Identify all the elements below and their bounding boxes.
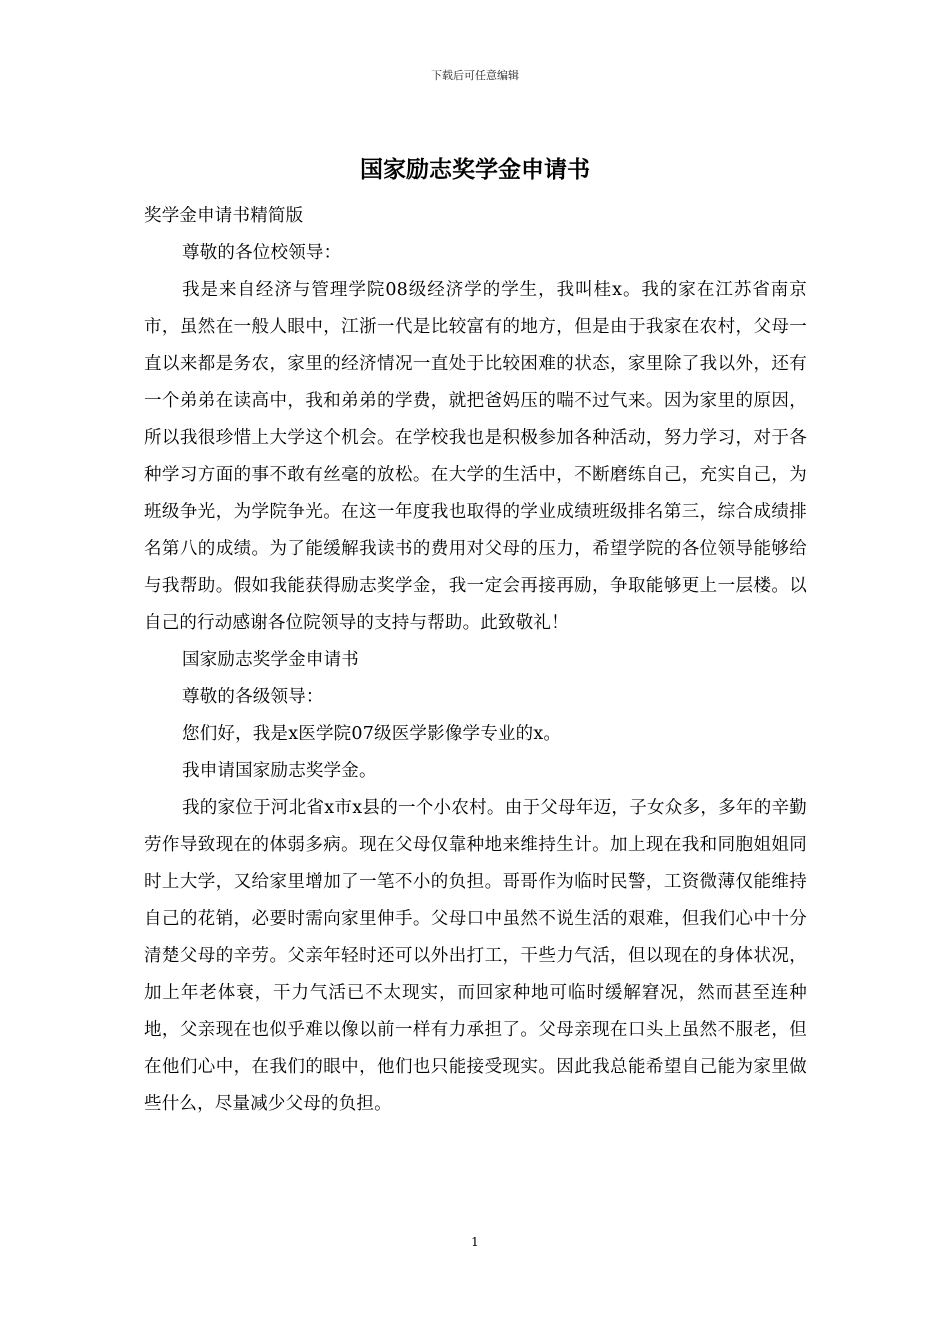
document-body [144, 198, 807, 1123]
greeting-paragraph: 您们好，我是x医学院07级医学影像学专业的x。 [182, 724, 562, 744]
statement-paragraph: 我申请国家励志奖学金。 [182, 761, 377, 781]
document-title: 国家励志奖学金申请书 [360, 156, 590, 183]
salutation-paragraph: 尊敬的各位校领导： [182, 243, 342, 263]
page-number: 1 [471, 1235, 479, 1249]
header-note: 下载后可任意编辑 [431, 69, 519, 82]
body-paragraph: 我是来自经济与管理学院08级经济学的学生，我叫桂x。我的家在江苏省南京市，虽然在一般人眼中，江浙一代是比较富有的地方，但是由于我家在农村，父母一直以来都是务农，家里的经济情况一直处于比较困难的状态，家里除了我以外，还有一个弟弟在读高中，我和弟弟的学费，就把爸妈压的喘不过气来。因为家里的原因，所以我很珍惜上大学这个机会。在学校我也是积极参加各种活动，努力学习，对于各种学习方面的事不敢有丝毫的放松。在大学的生活中，不断磨练自己，充实自己，为班级争光，为学院争光。在这一年度我也取得的学业成绩班级排名第三，综合成绩排名第八的成绩。为了能缓解我读书的费用对父母的压力，希望学院的各位领导能够给与我帮助。假如我能获得励志奖学金，我一定会再接再励，争取能够更上一层楼。以自己的行动感谢各位院领导的支持与帮助。此致敬礼！ [144, 280, 807, 633]
subtitle-paragraph: 奖学金申请书精简版 [144, 206, 304, 226]
section-heading: 国家励志奖学金申请书 [182, 650, 359, 670]
salutation-paragraph: 尊敬的各级领导： [182, 687, 324, 707]
body-paragraph: 我的家位于河北省x市x县的一个小农村。由于父母年迈，子女众多，多年的辛勤劳作导致现在的体弱多病。现在父母仅靠种地来维持生计。加上现在我和同胞姐姐同时上大学，又给家里增加了一笔不小的负担。哥哥作为临时民警，工资微薄仅能维持自己的花销，必要时需向家里伸手。父母口中虽然不说生活的艰难，但我们心中十分清楚父母的辛劳。父亲年轻时还可以外出打工，干些力气活，但以现在的身体状况，加上年老体衰，干力气活已不太现实，而回家种地可临时缓解窘况，然而甚至连种地，父亲现在也似乎难以像以前一样有力承担了。父母亲现在口头上虽然不服老，但在他们心中，在我们的眼中，他们也只能接受现实。因此我总能希望自己能为家里做些什么，尽量减少父母的负担。 [144, 798, 807, 1114]
